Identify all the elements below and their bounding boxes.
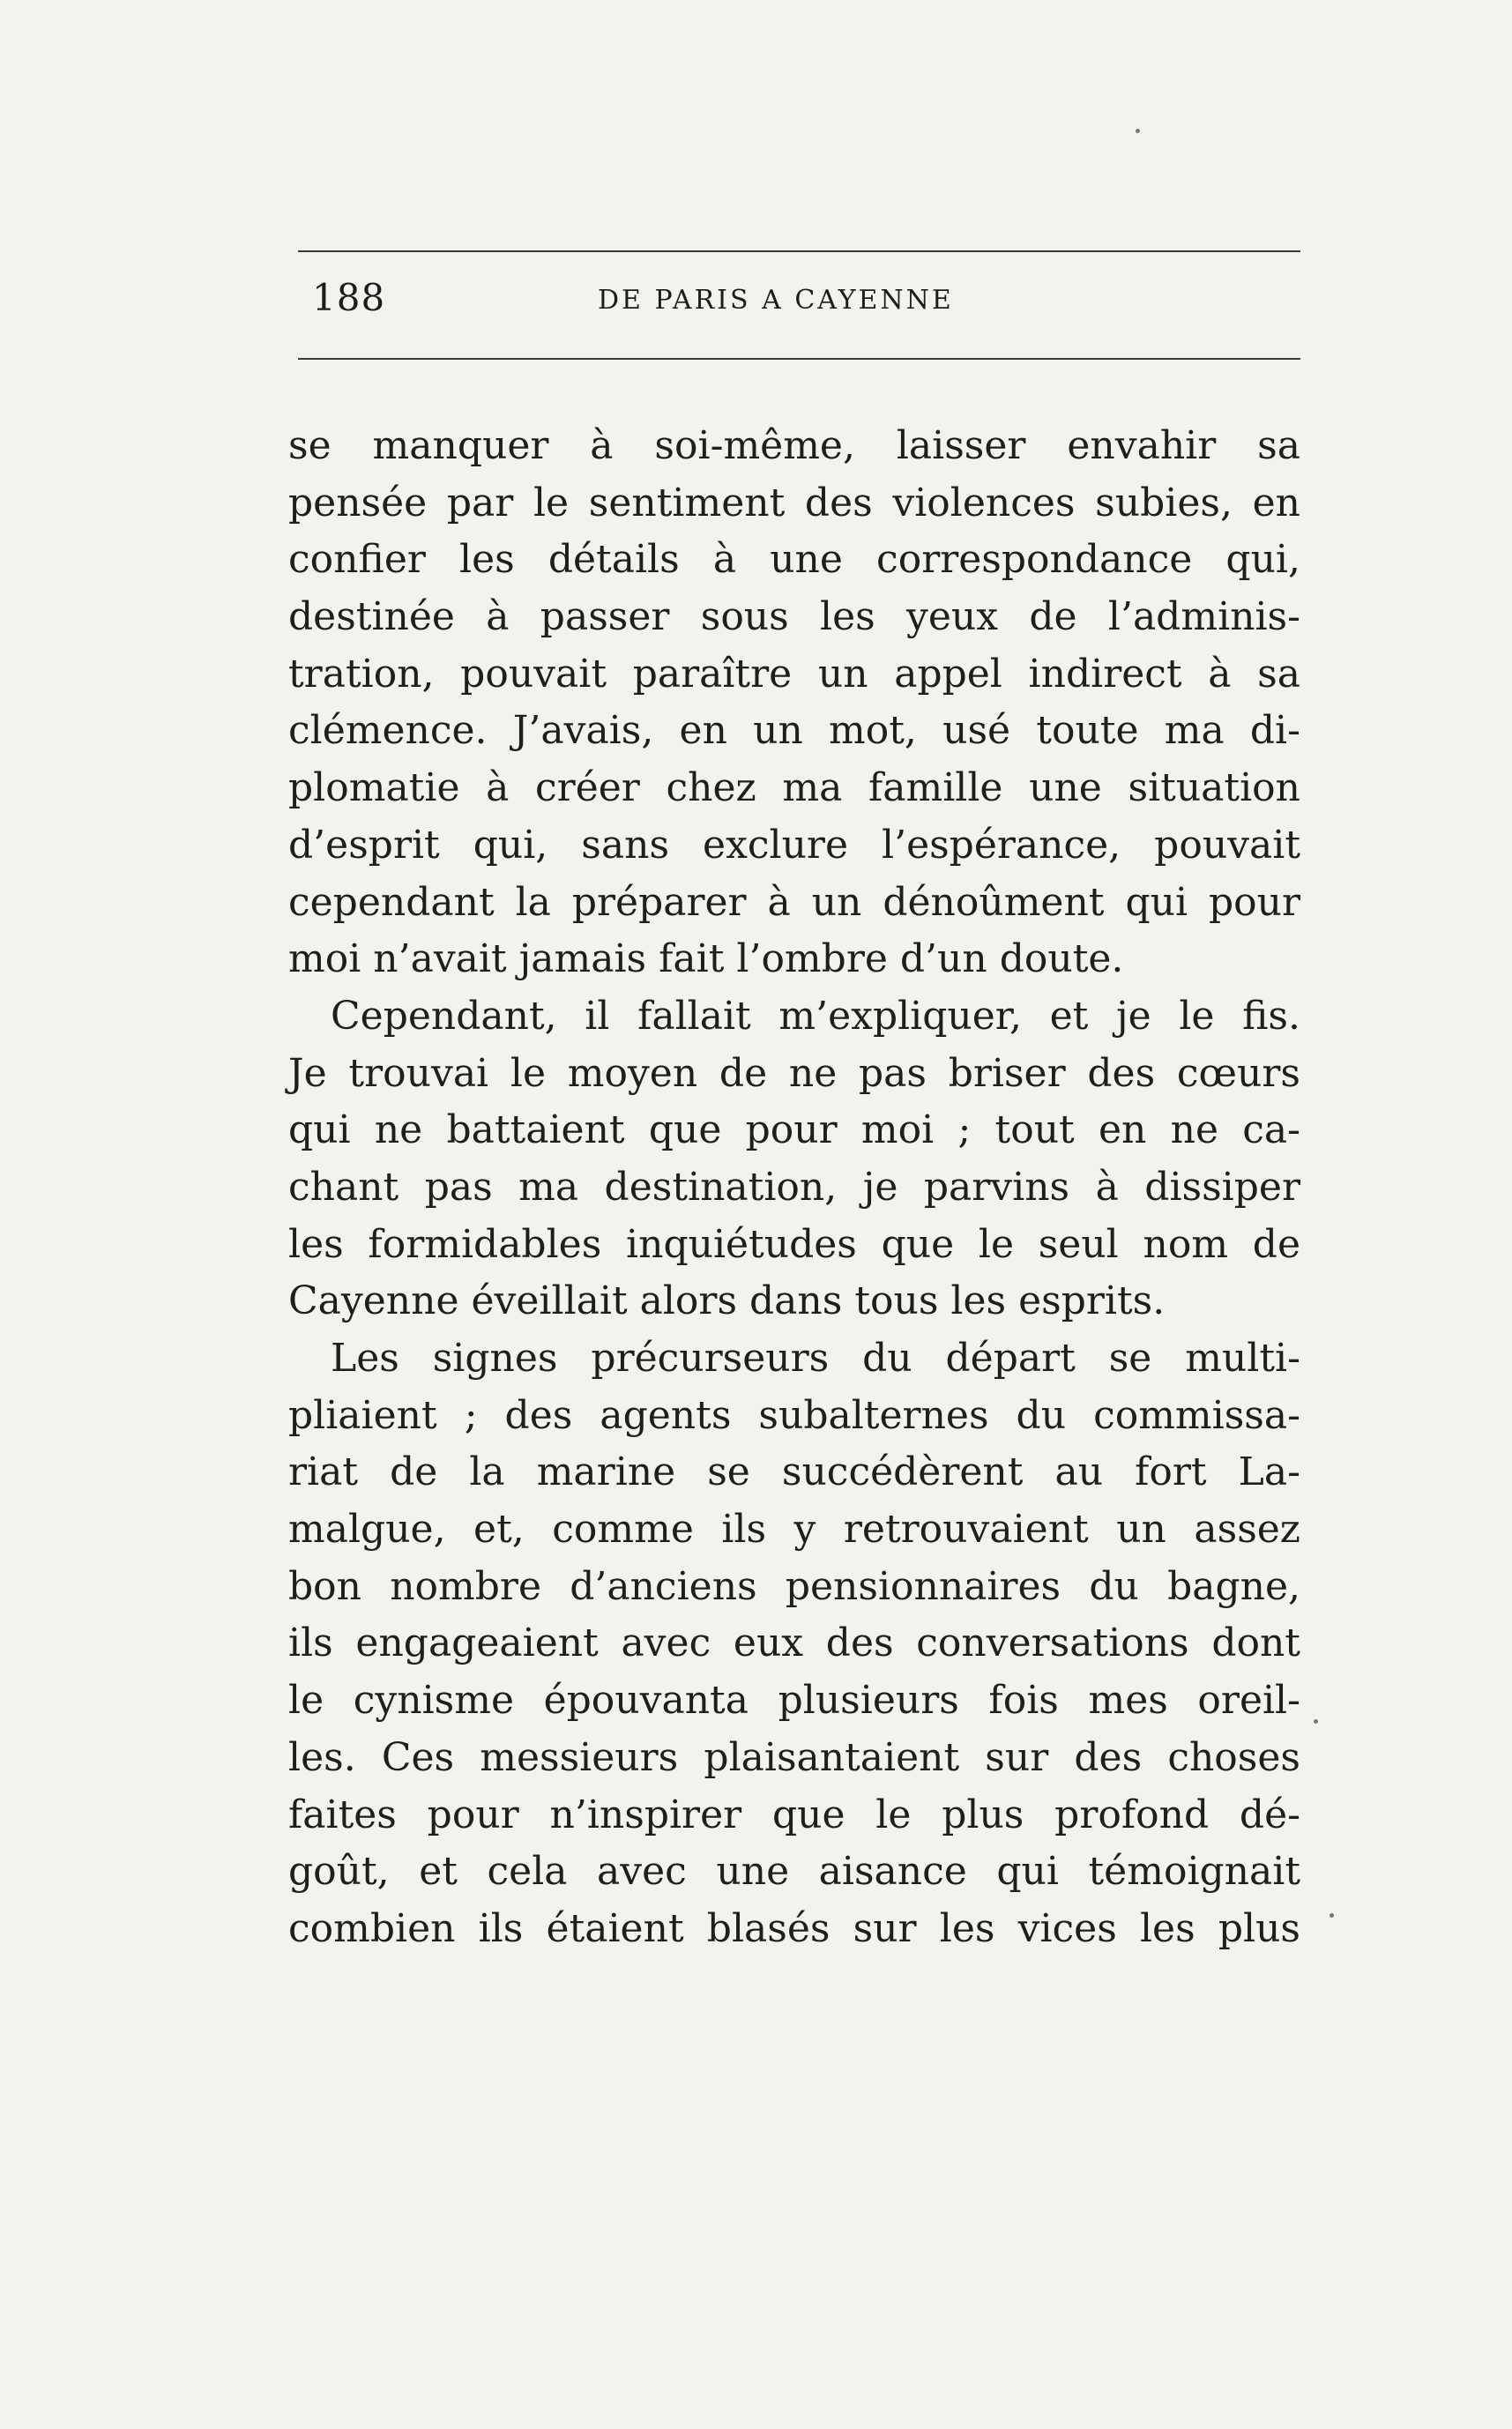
text-line: ils engageaient avec eux des conversations dont — [288, 1621, 1300, 1666]
paper-speck — [1330, 1913, 1334, 1918]
text-line: combien ils étaient blasés sur les vices les plus — [288, 1905, 1300, 1951]
text-line: cependant la préparer à un dénoûment qui pour — [288, 879, 1300, 925]
text-line: se manquer à soi-même, laisser envahir sa — [288, 423, 1300, 468]
text-line: confier les détails à une correspondance qui, — [288, 537, 1300, 583]
text-line: plomatie à créer chez ma famille une situation — [288, 765, 1300, 811]
text-line: bon nombre d’anciens pensionnaires du bagne, — [288, 1563, 1300, 1609]
text-line: les. Ces messieurs plaisantaient sur des choses — [288, 1734, 1300, 1780]
text-line: d’esprit qui, sans exclure l’espérance, pouvait — [288, 822, 1300, 868]
body-text — [288, 418, 1300, 1958]
header-rule-bottom — [298, 358, 1300, 360]
text-line: destinée à passer sous les yeux de l’adminis- — [288, 594, 1300, 640]
text-line: Les signes précurseurs du départ se multi- — [331, 1336, 1300, 1381]
text-line: pensée par le sentiment des violences subies, en — [288, 480, 1300, 525]
text-line: moi n’avait jamais fait l’ombre d’un doute. — [288, 936, 1124, 982]
text-line: tration, pouvait paraître un appel indirect à sa — [288, 651, 1300, 697]
running-head — [298, 269, 1300, 322]
running-title: DE PARIS A CAYENNE — [598, 285, 954, 316]
paper-speck — [1314, 1719, 1318, 1724]
header-rule-top — [298, 250, 1300, 252]
page-number: 188 — [312, 276, 386, 319]
paper-speck — [1136, 129, 1140, 133]
text-line: faites pour n’inspirer que le plus profond dé- — [288, 1792, 1300, 1837]
text-line: les formidables inquiétudes que le seul nom de — [288, 1221, 1300, 1267]
text-line: Cayenne éveillait alors dans tous les esprits. — [288, 1278, 1166, 1324]
text-line: chant pas ma destination, je parvins à dissiper — [288, 1164, 1300, 1210]
text-line: qui ne battaient que pour moi ; tout en ne ca- — [288, 1107, 1300, 1153]
text-line: Je trouvai le moyen de ne pas briser des cœurs — [288, 1050, 1300, 1096]
text-line: le cynisme épouvanta plusieurs fois mes oreil- — [288, 1678, 1300, 1724]
text-line: Cependant, il fallait m’expliquer, et je le fis. — [331, 993, 1300, 1039]
text-line: riat de la marine se succédèrent au fort La- — [288, 1449, 1300, 1495]
text-line: pliaient ; des agents subalternes du commissa- — [288, 1392, 1300, 1438]
text-line: goût, et cela avec une aisance qui témoignait — [288, 1849, 1300, 1895]
text-line: malgue, et, comme ils y retrouvaient un assez — [288, 1507, 1300, 1553]
text-line: clémence. J’avais, en un mot, usé toute ma di- — [288, 708, 1300, 754]
